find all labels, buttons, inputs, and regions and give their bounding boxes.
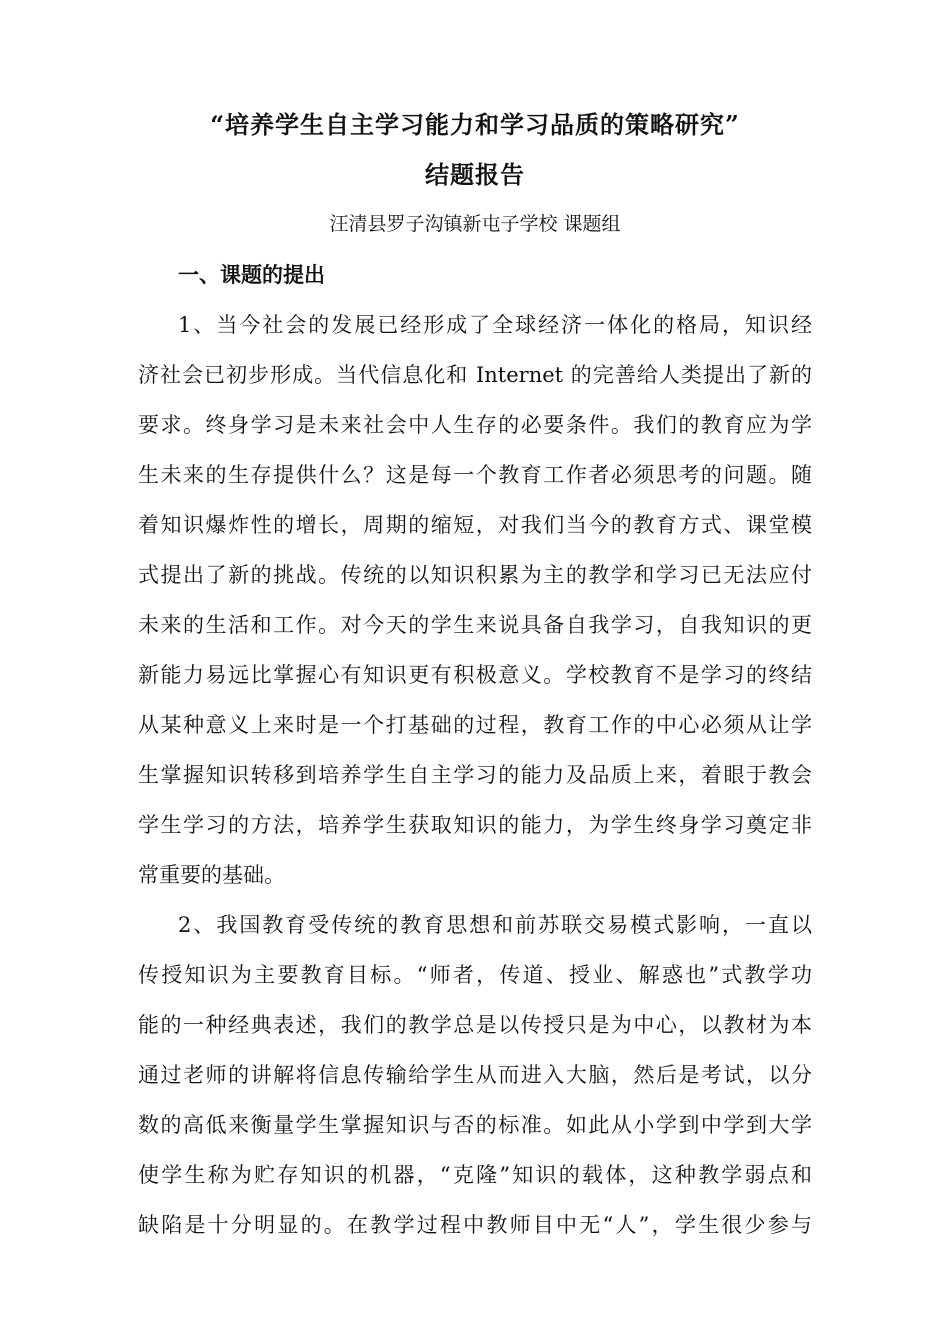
paragraph-line: 新能力易远比掌握心有知识更有积极意义。学校教育不是学习的终结 [138,663,812,687]
paragraph-line: 着知识爆炸性的增长，周期的缩短，对我们当今的教育方式、课堂模 [138,513,812,537]
paragraph-line: 传授知识为主要教育目标。“师者，传道、授业、解惑也”式教学功 [138,963,812,987]
paragraph-line: 2、我国教育受传统的教育思想和前苏联交易模式影响，一直以 [178,913,812,937]
paragraph-line: 缺陷是十分明显的。在教学过程中教师目中无“人”，学生很少参与 [138,1213,812,1237]
paragraph-line: 要求。终身学习是未来社会中人生存的必要条件。我们的教育应为学 [138,413,812,437]
paragraph-line: 未来的生活和工作。对今天的学生来说具备自我学习，自我知识的更 [138,613,812,637]
paragraph-line: 式提出了新的挑战。传统的以知识积累为主的教学和学习已无法应付 [138,563,812,587]
paragraph-line: 济社会已初步形成。当代信息化和 Internet 的完善给人类提出了新的 [138,363,812,387]
paragraph-line: 通过老师的讲解将信息传输给学生从而进入大脑，然后是考试，以分 [138,1063,812,1087]
paragraph-line: 学生学习的方法，培养学生获取知识的能力，为学生终身学习奠定非 [138,813,812,837]
paragraph-line: 数的高低来衡量学生掌握知识与否的标准。如此从小学到中学到大学 [138,1113,812,1137]
paragraph-line: 常重要的基础。 [138,863,285,887]
paragraph-line: 1、当今社会的发展已经形成了全球经济一体化的格局，知识经 [178,313,812,337]
report-subtitle: 结题报告 [425,160,525,189]
paragraph-line: 能的一种经典表述，我们的教学总是以传授只是为中心，以教材为本 [138,1013,812,1037]
report-title: “培养学生自主学习能力和学习品质的策略研究” [210,110,740,139]
paragraph-line: 使学生称为贮存知识的机器，“克隆”知识的载体，这种教学弱点和 [138,1163,812,1187]
paragraph-line: 从某种意义上来时是一个打基础的过程，教育工作的中心必须从让学 [138,713,812,737]
organization-line: 汪清县罗子沟镇新屯子学校 课题组 [329,213,621,235]
section-heading: 一、课题的提出 [178,262,325,287]
paragraph-line: 生未来的生存提供什么？这是每一个教育工作者必须思考的问题。随 [138,463,812,487]
paragraph-line: 生掌握知识转移到培养学生自主学习的能力及品质上来，着眼于教会 [138,763,812,787]
